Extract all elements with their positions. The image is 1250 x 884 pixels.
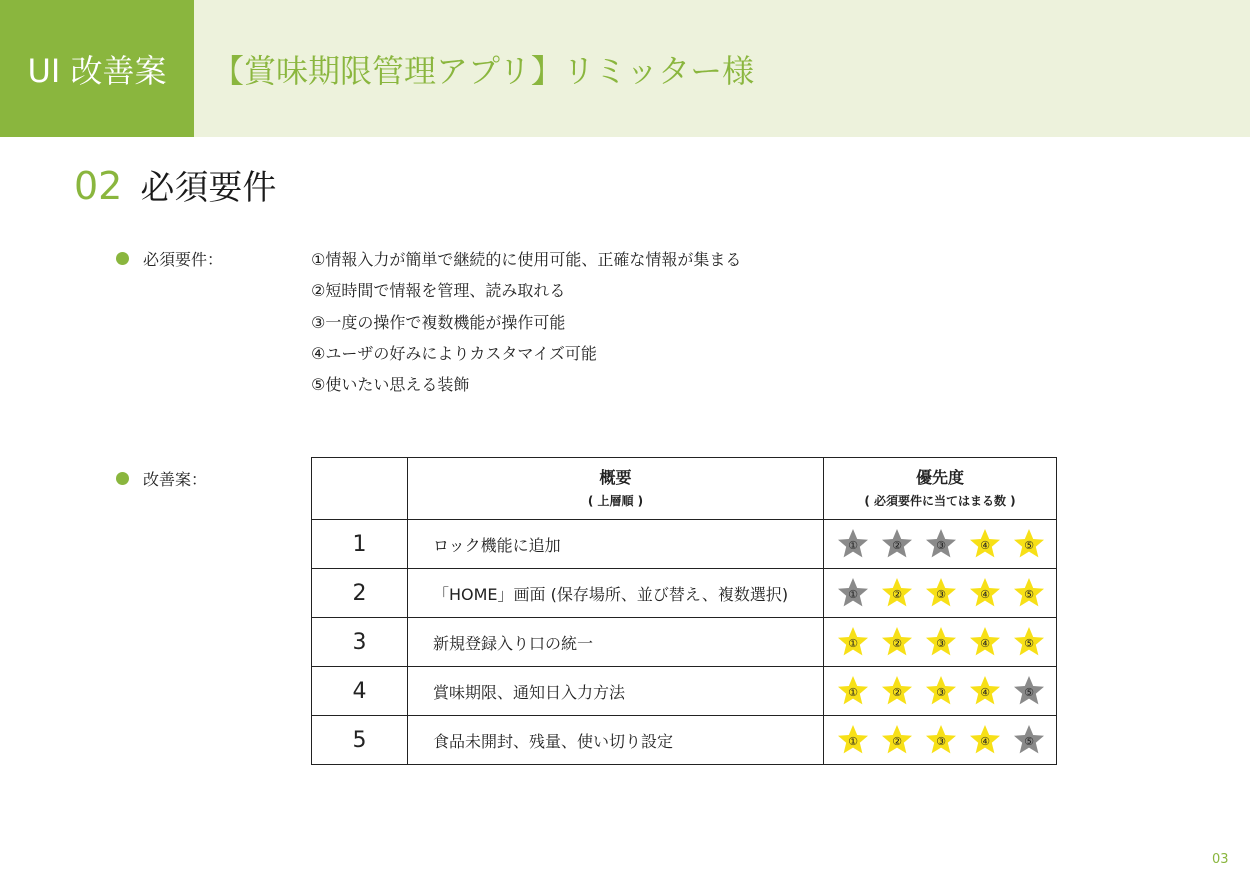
row-number: 4 bbox=[312, 667, 408, 716]
star-filled-icon bbox=[924, 576, 958, 610]
requirement-item: ③一度の操作で複数機能が操作可能 bbox=[311, 312, 566, 332]
star-filled-icon bbox=[880, 625, 914, 659]
row-description: 賞味期限、通知日入力方法 bbox=[408, 667, 824, 716]
star-filled-icon bbox=[880, 723, 914, 757]
table-row bbox=[312, 569, 1057, 618]
row-priority bbox=[824, 618, 1057, 667]
star-label: ④ bbox=[980, 588, 990, 601]
star-label: ⑤ bbox=[1024, 588, 1034, 601]
star-filled-icon bbox=[924, 625, 958, 659]
star-empty-icon bbox=[1012, 674, 1046, 708]
priority-stars bbox=[824, 723, 1056, 757]
header-priority-cell bbox=[824, 458, 1057, 520]
star-label: ④ bbox=[980, 637, 990, 650]
table-header-row bbox=[312, 458, 1057, 520]
star-label: ① bbox=[848, 637, 858, 650]
star-filled-icon bbox=[968, 576, 1002, 610]
star-filled-icon bbox=[968, 674, 1002, 708]
requirement-item: ①情報入力が簡単で継続的に使用可能、正確な情報が集まる bbox=[311, 250, 742, 269]
star-label: ① bbox=[848, 539, 858, 552]
star-empty-icon bbox=[836, 527, 870, 561]
requirement-item: ⑤使いたい思える装飾 bbox=[311, 375, 470, 395]
star-filled-icon bbox=[924, 723, 958, 757]
row-priority bbox=[824, 667, 1057, 716]
star-label: ③ bbox=[936, 637, 946, 650]
star-label: ② bbox=[892, 539, 902, 552]
star-label: ② bbox=[892, 686, 902, 699]
row-description: 新規登録入り口の統一 bbox=[408, 618, 824, 667]
row-description: ロック機能に追加 bbox=[408, 520, 824, 569]
star-label: ⑤ bbox=[1024, 686, 1034, 699]
star-label: ④ bbox=[980, 539, 990, 552]
row-number: 1 bbox=[312, 520, 408, 569]
star-filled-icon bbox=[880, 674, 914, 708]
header-tag: UI 改善案 bbox=[0, 0, 194, 137]
priority-stars bbox=[824, 674, 1056, 708]
star-label: ① bbox=[848, 588, 858, 601]
header-priority: 優先度 bbox=[915, 467, 964, 487]
star-label: ⑤ bbox=[1024, 637, 1034, 650]
table-row bbox=[312, 520, 1057, 569]
requirement-item: ②短時間で情報を管理、読み取れる bbox=[311, 281, 566, 301]
table-body bbox=[312, 520, 1057, 765]
star-empty-icon bbox=[1012, 723, 1046, 757]
row-priority bbox=[824, 520, 1057, 569]
star-label: ③ bbox=[936, 686, 946, 699]
improvements-label: 改善案： bbox=[143, 470, 208, 489]
star-label: ① bbox=[848, 686, 858, 699]
row-priority bbox=[824, 716, 1057, 765]
star-filled-icon bbox=[968, 527, 1002, 561]
star-filled-icon bbox=[836, 723, 870, 757]
priority-stars bbox=[824, 625, 1056, 659]
star-filled-icon bbox=[924, 674, 958, 708]
star-label: ⑤ bbox=[1024, 735, 1034, 748]
improvements-table bbox=[311, 457, 1057, 765]
star-label: ③ bbox=[936, 539, 946, 552]
table-row bbox=[312, 716, 1057, 765]
star-label: ② bbox=[892, 735, 902, 748]
improvements-bullet bbox=[116, 467, 207, 490]
priority-stars bbox=[824, 576, 1056, 610]
header-summary-cell bbox=[408, 458, 824, 520]
row-description: 食品未開封、残量、使い切り設定 bbox=[408, 716, 824, 765]
header-summary: 概要 bbox=[599, 467, 632, 487]
star-empty-icon bbox=[880, 527, 914, 561]
page-number: 03 bbox=[1212, 852, 1229, 867]
requirements-label: 必須要件： bbox=[143, 250, 224, 269]
row-number: 5 bbox=[312, 716, 408, 765]
star-label: ⑤ bbox=[1024, 539, 1034, 552]
bullet-dot-icon bbox=[116, 252, 129, 265]
requirement-item: ④ユーザの好みによりカスタマイズ可能 bbox=[311, 343, 597, 363]
section-heading bbox=[74, 160, 276, 209]
header-num-cell bbox=[312, 458, 408, 520]
star-filled-icon bbox=[880, 576, 914, 610]
star-label: ③ bbox=[936, 588, 946, 601]
star-empty-icon bbox=[836, 576, 870, 610]
star-label: ③ bbox=[936, 735, 946, 748]
star-label: ① bbox=[848, 735, 858, 748]
star-label: ④ bbox=[980, 735, 990, 748]
table-row bbox=[312, 667, 1057, 716]
star-filled-icon bbox=[1012, 576, 1046, 610]
row-priority bbox=[824, 569, 1057, 618]
star-filled-icon bbox=[1012, 625, 1046, 659]
star-filled-icon bbox=[968, 625, 1002, 659]
star-empty-icon bbox=[924, 527, 958, 561]
star-label: ② bbox=[892, 637, 902, 650]
star-filled-icon bbox=[836, 674, 870, 708]
section-title: 必須要件 bbox=[140, 168, 277, 208]
bullet-dot-icon bbox=[116, 472, 129, 485]
row-number: 3 bbox=[312, 618, 408, 667]
page-title: 【賞味期限管理アプリ】リミッター様 bbox=[212, 51, 755, 90]
requirements-list bbox=[311, 244, 741, 400]
star-filled-icon bbox=[1012, 527, 1046, 561]
star-filled-icon bbox=[968, 723, 1002, 757]
table-row bbox=[312, 618, 1057, 667]
star-label: ④ bbox=[980, 686, 990, 699]
priority-stars bbox=[824, 527, 1056, 561]
star-filled-icon bbox=[836, 625, 870, 659]
requirements-bullet bbox=[116, 247, 223, 270]
section-number: 02 bbox=[74, 164, 123, 208]
row-description: 「HOME」画面 (保存場所、並び替え、複数選択) bbox=[408, 569, 824, 618]
star-label: ② bbox=[892, 588, 902, 601]
header-summary-note: ( 上層順 ) bbox=[587, 493, 644, 508]
header-priority-note: ( 必須要件に当てはまる数 ) bbox=[864, 493, 1016, 508]
row-number: 2 bbox=[312, 569, 408, 618]
